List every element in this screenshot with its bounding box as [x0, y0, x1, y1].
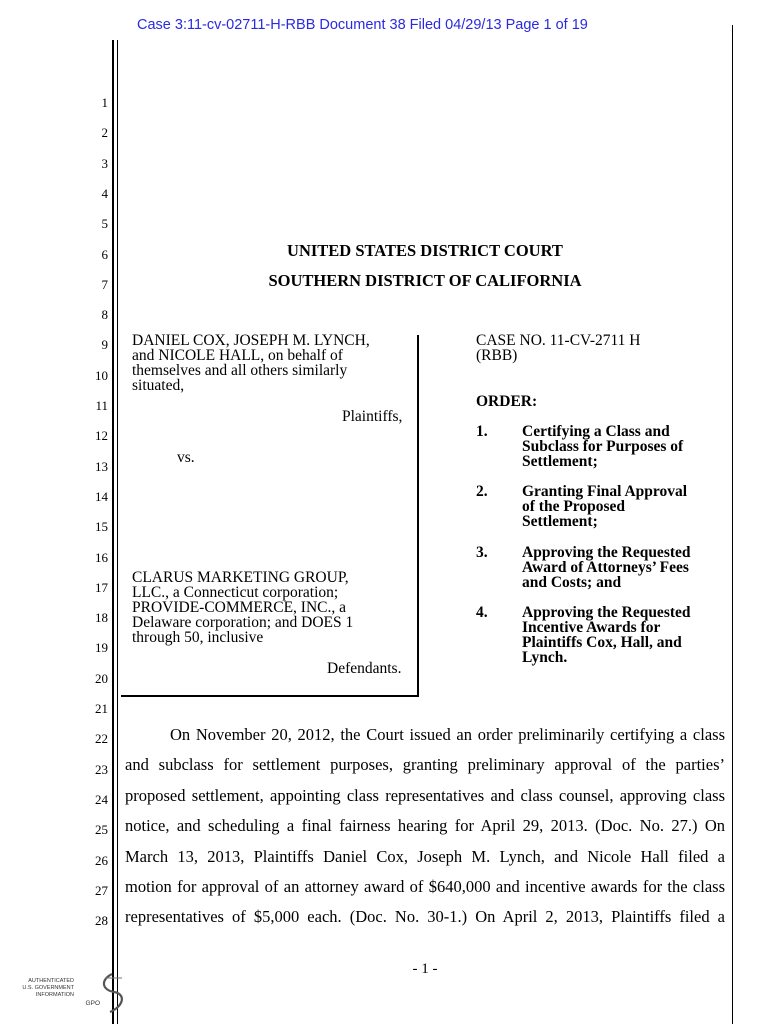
line-number: 24	[95, 791, 108, 807]
court-name-line1: UNITED STATES DISTRICT COURT	[287, 241, 563, 260]
case-number: (RBB)	[476, 347, 518, 364]
right-margin-rule	[732, 25, 733, 1024]
order-item-line: Certifying a Class and	[522, 423, 670, 440]
order-item-number: 2.	[476, 483, 488, 500]
line-number: 6	[101, 246, 108, 262]
line-number: 18	[95, 610, 108, 626]
line-number: 27	[95, 882, 108, 898]
line-number: 13	[95, 458, 108, 474]
line-number: 11	[95, 398, 108, 413]
line-number: 15	[95, 519, 108, 535]
order-item-number: 1.	[476, 423, 488, 440]
body-line: March 13, 2013, Plaintiffs Daniel Cox, Joseph M. Lynch, and Nicole Hall filed a	[125, 847, 725, 866]
defendants-line: Delaware corporation; and DOES 1	[132, 614, 354, 631]
order-item-number: 3.	[476, 544, 488, 561]
left-margin-rule-inner	[117, 40, 118, 1024]
left-margin-rule-outer	[112, 40, 114, 1024]
plaintiffs-line: situated,	[132, 377, 185, 394]
svg-text:GPO: GPO	[85, 1000, 100, 1007]
defendants-label: Defendants.	[327, 660, 402, 677]
caption-box-border-right	[417, 335, 419, 697]
plaintiffs-label: Plaintiffs,	[342, 408, 403, 425]
body-line: and subclass for settlement purposes, granting preliminary approval of the parties’	[125, 755, 725, 774]
line-number: 7	[101, 276, 108, 292]
svg-text:AUTHENTICATED: AUTHENTICATED	[28, 978, 74, 984]
line-number: 28	[95, 913, 108, 929]
order-item-line: Approving the Requested	[522, 544, 691, 561]
line-number: 3	[101, 155, 108, 171]
body-line: notice, and scheduling a final fairness hearing for April 29, 2013. (Doc. No. 27.) On	[125, 816, 725, 835]
line-number: 4	[101, 185, 108, 201]
order-item-line: Approving the Requested	[522, 604, 691, 621]
line-number: 19	[95, 640, 108, 656]
line-number: 17	[95, 579, 108, 595]
body-line: motion for approval of an attorney award of $640,000 and incentive awards for the class	[125, 877, 725, 896]
plaintiffs-line: themselves and all others similarly	[132, 362, 348, 379]
order-item-line: of the Proposed	[522, 498, 626, 515]
line-number: 12	[95, 428, 108, 444]
court-name-line2: SOUTHERN DISTRICT OF CALIFORNIA	[268, 271, 582, 290]
line-number: 1	[101, 95, 108, 110]
defendants-line: CLARUS MARKETING GROUP,	[132, 569, 349, 586]
line-number: 21	[95, 701, 108, 716]
line-number: 16	[95, 549, 108, 565]
defendants-line: LLC., a Connecticut corporation;	[132, 584, 339, 601]
order-item-line: Granting Final Approval	[522, 483, 688, 500]
line-number: 14	[95, 488, 108, 504]
order-item-line: and Costs; and	[522, 574, 622, 591]
ecf-header-stamp: Case 3:11-cv-02711-H-RBB Document 38 Filed 04/29/13 Page 1 of 19	[137, 17, 588, 33]
order-label: ORDER:	[476, 393, 538, 410]
line-number: 9	[101, 337, 108, 353]
case-number: CASE NO. 11-CV-2711 H	[476, 332, 641, 349]
order-item-line: Subclass for Purposes of	[522, 438, 684, 455]
defendants-line: through 50, inclusive	[132, 629, 264, 646]
order-item-line: Plaintiffs Cox, Hall, and	[522, 634, 682, 651]
versus-label: vs.	[177, 449, 195, 466]
line-number: 8	[101, 307, 108, 323]
order-item-number: 4.	[476, 604, 488, 621]
order-item-line: Lynch.	[522, 649, 568, 666]
order-item-line: Settlement;	[522, 513, 598, 530]
plaintiffs-line: DANIEL COX, JOSEPH M. LYNCH,	[132, 332, 370, 349]
line-number: 23	[95, 761, 108, 777]
line-number: 25	[95, 822, 108, 838]
plaintiffs-line: and NICOLE HALL, on behalf of	[132, 347, 343, 364]
body-line-first: On November 20, 2012, the Court issued an order preliminarily certifying a class	[170, 725, 725, 744]
order-item-line: Incentive Awards for	[522, 619, 661, 636]
line-number: 22	[95, 731, 108, 747]
page-number: - 1 -	[412, 961, 438, 977]
defendants-line: PROVIDE-COMMERCE, INC., a	[132, 599, 346, 616]
line-number: 5	[101, 216, 108, 232]
caption-box-border-bottom	[121, 695, 419, 697]
line-number: 20	[95, 670, 108, 686]
line-number: 26	[95, 852, 108, 868]
order-item-line: Award of Attorneys’ Fees	[522, 559, 689, 576]
body-line: representatives of $5,000 each. (Doc. No. 30-1.) On April 2, 2013, Plaintiffs filed a	[125, 907, 725, 926]
line-number: 2	[101, 125, 108, 141]
line-number: 10	[95, 367, 108, 383]
order-item-line: Settlement;	[522, 453, 598, 470]
svg-text:U.S. GOVERNMENT: U.S. GOVERNMENT	[22, 985, 74, 991]
gpo-authentication-seal-icon	[22, 972, 130, 1014]
body-line: proposed settlement, appointing class representatives and class counsel, approving class	[125, 786, 725, 805]
svg-text:INFORMATION: INFORMATION	[35, 992, 74, 998]
